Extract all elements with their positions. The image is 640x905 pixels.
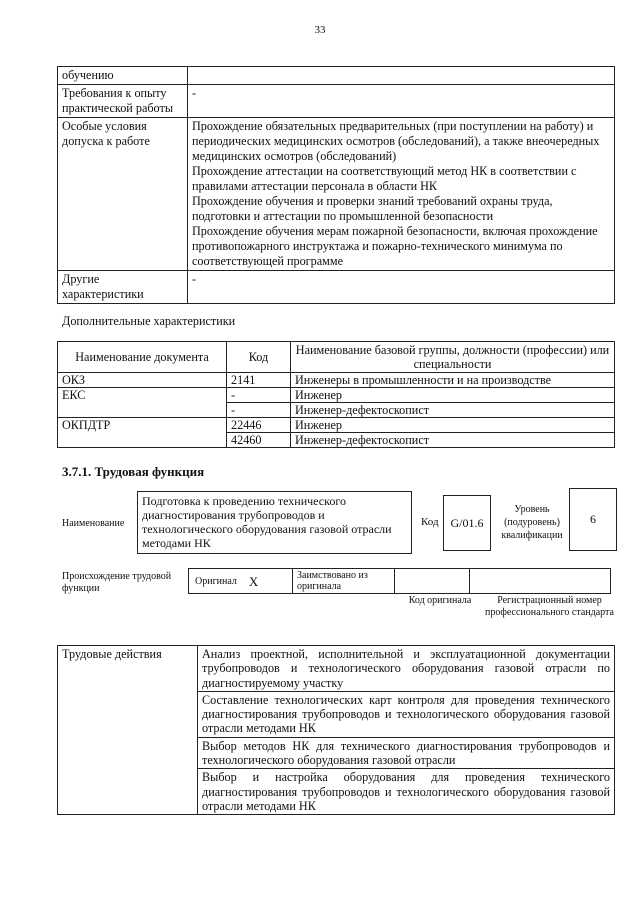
original-code-caption: Код оригинала [408,595,472,606]
name-cell: Инженер [291,388,615,403]
origin-label: Происхождение трудовой функции [62,571,172,594]
table-row [58,67,615,85]
table-row [58,388,615,403]
name-cell: Инженер-дефектоскопист [291,433,615,448]
labor-actions-label: Трудовые действия [58,646,198,815]
name-cell: Инженеры в промышленности и на производстве [291,373,615,388]
borrowed-label: Заимствовано из оригинала [293,569,395,593]
name-cell: Инженер [291,418,615,433]
doc-cell: ЕКС [58,388,227,418]
function-code-value: G/01.6 [443,495,491,551]
code-cell: 42460 [227,433,291,448]
doc-cell: ОКЗ [58,373,227,388]
function-name-label: Наименование [62,518,125,529]
origin-row [188,568,611,594]
code-cell: - [227,388,291,403]
qualification-level-label: Уровень (подуровень) квалификации [501,504,563,541]
condition-line: Прохождение обязательных предварительных (при поступлении на работу) и периодических медицинских осмотров (обследований), а также внеочередных медицинских осмотров (обследований) [192,119,600,163]
original-mark: X [248,573,259,589]
row-value: - [188,85,615,118]
name-cell: Инженер-дефектоскопист [291,403,615,418]
table-row [58,418,615,433]
labor-action-item: Составление технологических карт контроля для проведения технического диагностирования трубопроводов и технологического оборудования газовой отрасли методами НК [198,691,615,737]
row-value [188,118,615,271]
page-number: 33 [314,24,326,36]
original-label: Оригинал [195,575,237,587]
requirements-table [57,66,615,304]
registration-number-cell [470,569,610,593]
table-row [58,271,615,304]
code-cell: 22446 [227,418,291,433]
condition-line: Прохождение обучения мерам пожарной безопасности, включая прохождение противопожарного инструктажа и пожарно-технического минимума по соответствующей программе [192,224,598,268]
doc-cell: ОКПДТР [58,418,227,448]
function-code-label: Код [421,516,439,528]
original-cell [189,569,293,593]
table-row [58,646,615,692]
row-label: Особые условия допуска к работе [58,118,188,271]
column-header: Наименование базовой группы, должности (профессии) или специальности [291,342,615,373]
code-cell: - [227,403,291,418]
table-header-row [58,342,615,373]
section-title: 3.7.1. Трудовая функция [62,464,205,479]
row-value [188,67,615,85]
registration-number-caption: Регистрационный номер профессионального стандарта [485,595,614,618]
code-cell: 2141 [227,373,291,388]
additional-characteristics-title: Дополнительные характеристики [62,314,236,328]
labor-action-item: Выбор методов НК для технического диагностирования трубопроводов и технологического оборудования газовой отрасли [198,737,615,769]
row-label: Требования к опыту практической работы [58,85,188,118]
labor-action-item: Анализ проектной, исполнительной и эксплуатационной документации трубопроводов и технологического оборудования газовой отрасли по диагностируемому участку [198,646,615,692]
row-label: обучению [58,67,188,85]
column-header: Наименование документа [58,342,227,373]
function-name-value: Подготовка к проведению технического диагностирования трубопроводов и технологического оборудования газовой отрасли методами НК [137,491,412,554]
condition-line: Прохождение аттестации на соответствующий метод НК в соответствии с правилами аттестации персонала в области НК [192,164,577,193]
row-label: Другие характеристики [58,271,188,304]
characteristics-table [57,341,615,448]
table-row [58,85,615,118]
table-row [58,118,615,271]
row-value: - [188,271,615,304]
labor-action-item: Выбор и настройка оборудования для проведения технического диагностирования трубопроводов и технологического оборудования газовой отрасли методами НК [198,769,615,815]
qualification-level-value: 6 [569,488,617,551]
original-code-cell [395,569,470,593]
column-header: Код [227,342,291,373]
labor-actions-table [57,645,615,815]
condition-line: Прохождение обучения и проверки знаний требований охраны труда, подготовки и аттестации по промышленной безопасности [192,194,553,223]
table-row [58,373,615,388]
